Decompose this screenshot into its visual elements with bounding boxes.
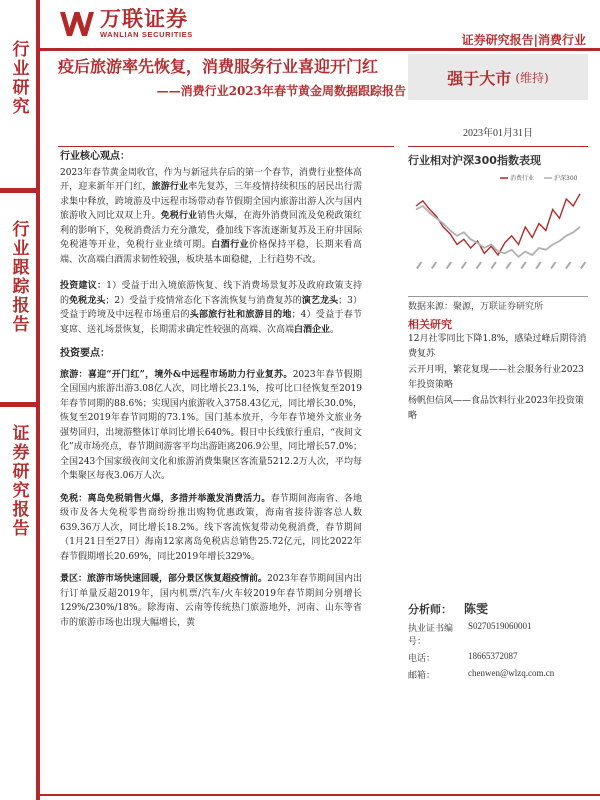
sidebar-label: 行业研究	[8, 40, 29, 116]
x-tick	[535, 261, 541, 269]
legend-label: 消费行业	[510, 175, 535, 182]
related-item[interactable]: 杨帆但信风——食品饮料行业2023年投资策略	[408, 396, 584, 421]
analyst-email[interactable]: chenwen@wlzq.com.cn	[468, 668, 555, 678]
analyst-email-row: 邮箱： chenwen@wlzq.com.cn	[408, 668, 555, 681]
sidebar-block-industry-research	[0, 40, 36, 116]
x-tick	[431, 261, 437, 269]
point-scenic: 景区：旅游市场快速回暖，部分景区恢复超疫情前。2023年春节期间国内出行订单量反超2019年，国内机票/汽车/火车较2019年春节期间分别增长129%/230%/18%。除海南、云南等传统热门旅游地外，河南、山东等省市的旅游市场也出现大幅增长，黄	[60, 574, 362, 628]
analyst-phone-row: 电话： 18665372087	[408, 651, 518, 664]
point-tourism: 旅游：喜迎“开门红”，境外&中远程市场助力行业复苏。2023年春节假期全国国内旅游出游3.08亿人次，同比增长23.1%，按可比口径恢复至2019年春节同期的88.6%；实现国内旅游收入3758.43亿元，同比增长30.0%，恢复至2019年春节同期的73.1%。国门基本放开，今年春节境外文旅业务强势回归，出境游整体订单同比增长640%。假日中长线旅行重启，“夜间文化”成市场亮点，春节期间游客平均出游距离206.9公里，同比增长57.0%；全国243个国家级夜间文化和旅游消费集聚区客流量5212.2万人次，平均每个集聚区每夜3.06万人次。	[60, 369, 362, 481]
title-divider-right	[408, 146, 588, 147]
invest-paragraph: 投资建议：1）受益于出入境旅游恢复、线下消费场景复苏及政府政策支持的免税龙头；2）受益于疫情常态化下客流恢复与消费复苏的演艺龙头；3）受益于跨境及中远程市场重启的头部旅行社和旅游目的地；4）受益于春节宴席、送礼场景恢复，长期需求确定性较强的高端、次高端白酒企业。	[60, 281, 362, 335]
page-subtitle: ——消费行业2023年春节黄金周数据跟踪报告	[156, 84, 406, 98]
x-tick	[580, 261, 586, 269]
x-tick	[506, 261, 512, 269]
x-tick	[565, 261, 571, 269]
chart-source: 数据来源：聚源，万联证券研究所	[408, 296, 588, 312]
brand-name-en: WANLIAN SECURITIES	[100, 30, 193, 39]
rating-main: 强于大市	[447, 68, 512, 88]
rating-sub: (维持)	[515, 70, 549, 85]
chart-title: 行业相对沪深300指数表现	[408, 154, 541, 167]
related-item[interactable]: 12月社零同比下降1.8%，感染过峰后期待消费复苏	[408, 334, 587, 359]
page-header	[40, 0, 600, 50]
performance-chart	[408, 170, 588, 290]
x-tick	[446, 261, 452, 269]
sidebar-divider	[0, 188, 36, 193]
page-title: 疫后旅游率先恢复，消费服务行业喜迎开门红	[58, 57, 379, 76]
sidebar-label: 证券研究报告	[8, 424, 29, 538]
invest-heading: 投资建议：	[60, 281, 107, 291]
title-area	[58, 54, 406, 99]
x-tick	[476, 261, 482, 269]
related-list	[408, 332, 588, 425]
report-date: 2023年01月31日	[463, 128, 533, 139]
related-heading: 相关研究	[408, 318, 452, 331]
wanlian-logo-icon	[58, 9, 96, 39]
x-tick	[550, 261, 556, 269]
title-divider	[58, 146, 394, 147]
summary-paragraph: 2023年春节黄金周收官，作为与新冠共存后的第一个春节，消费行业整体高开，迎来新年开门红，旅游行业率先复苏，三年疫情持续积压的居民出行需求集中释放，跨境游及中远程市场带动春节假期全国内旅游出游人次与国内旅游收入同比双双上升。免税行业销售火爆，在海外消费回流及免税政策红利的影响下，免税消费活力充分激发，叠加线下客流逐渐复苏及王府井国际免税港等开业，免税行业业绩可期。白酒行业价格保持平稳，长期来看高端、次高端白酒需求韧性较强，板块基本面稳健，上行趋势不改。	[60, 167, 362, 265]
sidebar-rule	[36, 0, 40, 800]
header-rule	[40, 48, 600, 51]
x-tick	[461, 261, 467, 269]
summary-heading: 行业核心观点：	[60, 151, 130, 162]
x-tick	[491, 261, 497, 269]
points-heading: 投资要点：	[60, 348, 110, 359]
brand-logo	[58, 8, 193, 39]
related-item[interactable]: 云开月明，繁花复现——社会服务行业2023年投资策略	[408, 365, 584, 390]
analyst-block	[408, 600, 588, 681]
chart-svg	[408, 170, 588, 290]
sidebar-block-tracking-report	[0, 220, 36, 334]
footer-rule	[40, 794, 600, 796]
point-duty-free: 免税：离岛免税销售火爆，多措并举激发消费活力。春节期间海南省、各地级市及各大免税零售商纷纷推出购物优惠政策，海南省接待游客总人数639.36万人次，同比增长18.2%。线下客流恢复带动免税消费，春节期间（1月21日至27日）海南12家离岛免税店总销售25.72亿元，同比2022年春节假期增长20.69%，同比2019年增长329%。	[60, 493, 362, 562]
x-tick	[416, 261, 422, 269]
sidebar-label: 行业跟踪报告	[8, 220, 29, 334]
sidebar-divider	[0, 402, 36, 407]
legend-label: 沪深300	[554, 175, 578, 182]
analyst-label: 分析师：	[408, 603, 452, 616]
sidebar	[0, 0, 40, 800]
analyst-cert-row: 执业证书编号： S0270519060001	[408, 621, 532, 647]
analyst-name: 陈雯	[464, 602, 489, 616]
series-line-0	[416, 194, 580, 255]
brand-name-cn: 万联证券	[100, 7, 188, 31]
main-content	[60, 150, 362, 630]
x-tick	[520, 261, 526, 269]
sidebar-block-securities-report	[0, 424, 36, 538]
rating-box	[408, 54, 588, 100]
report-type: 证券研究报告|消费行业	[461, 33, 586, 47]
